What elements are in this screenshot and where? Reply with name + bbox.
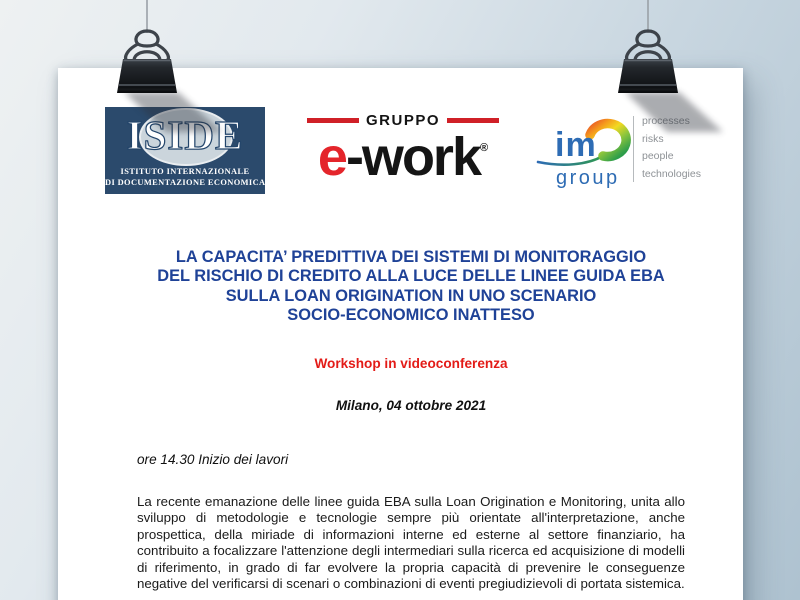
imgroup-group: group xyxy=(556,167,620,189)
document-content xyxy=(137,68,685,600)
ework-registered-mark: ® xyxy=(479,142,489,154)
binder-clip-icon xyxy=(72,0,242,145)
gruppo-label: GRUPPO xyxy=(365,112,440,129)
title-line: SOCIO-ECONOMICO INATTESO xyxy=(287,306,535,325)
imgroup-im: im xyxy=(555,126,597,164)
title-line: LA CAPACITA’ PREDITTIVA DEI SISTEMI DI MONITORAGGIO xyxy=(175,248,647,266)
ework-rest: -work xyxy=(345,127,480,187)
iside-subtitle-line1: ISTITUTO INTERNAZIONALE xyxy=(120,167,250,176)
clip-string xyxy=(146,0,148,33)
title-line: DEL RISCHIO DI CREDITO ALLA LUCE DELLE LINEE GUIDA EBA xyxy=(157,267,665,286)
schedule-line: ore 14.30 Inizio dei lavori xyxy=(137,452,289,467)
imgroup-word: processes xyxy=(642,115,690,127)
title-line: SULLA LOAN ORIGINATION IN UNO SCENARIO xyxy=(225,286,597,305)
imgroup-word: risks xyxy=(642,132,664,145)
iside-subtitle-line2: DI DOCUMENTAZIONE ECONOMICA xyxy=(105,178,265,187)
document-page xyxy=(58,68,743,600)
binder-clip-icon xyxy=(573,0,743,145)
body-paragraph: La recente emanazione delle linee guida EBA sulla Loan Origination e Monitoring, unita allo sviluppo di metodologie e tecnologie sempre più orientate all'interpretazione, anche prospettica, della miriade di informazioni interne ed esterne al settore finanziario, ha contribuito a focalizzare l'attenzione degli intermediari sulla ricerca ed acquisizione di modelli di riferimento, in grado di far evolvere la propria capacità di prevenire le conseguenze negative del verificarsi di scenari o combinazioni di eventi pregiudizievoli di portata sistemica. xyxy=(137,494,685,592)
dateline: Milano, 04 ottobre 2021 xyxy=(335,398,487,413)
ework-e: e xyxy=(317,127,346,187)
page-title xyxy=(137,248,685,326)
workshop-subtitle: Workshop in videoconferenza xyxy=(314,356,508,371)
clip-string xyxy=(647,0,649,33)
imgroup-word: technologies xyxy=(642,167,701,180)
iside-wordmark: ISIDE xyxy=(126,112,244,158)
imgroup-word: people xyxy=(642,150,674,162)
